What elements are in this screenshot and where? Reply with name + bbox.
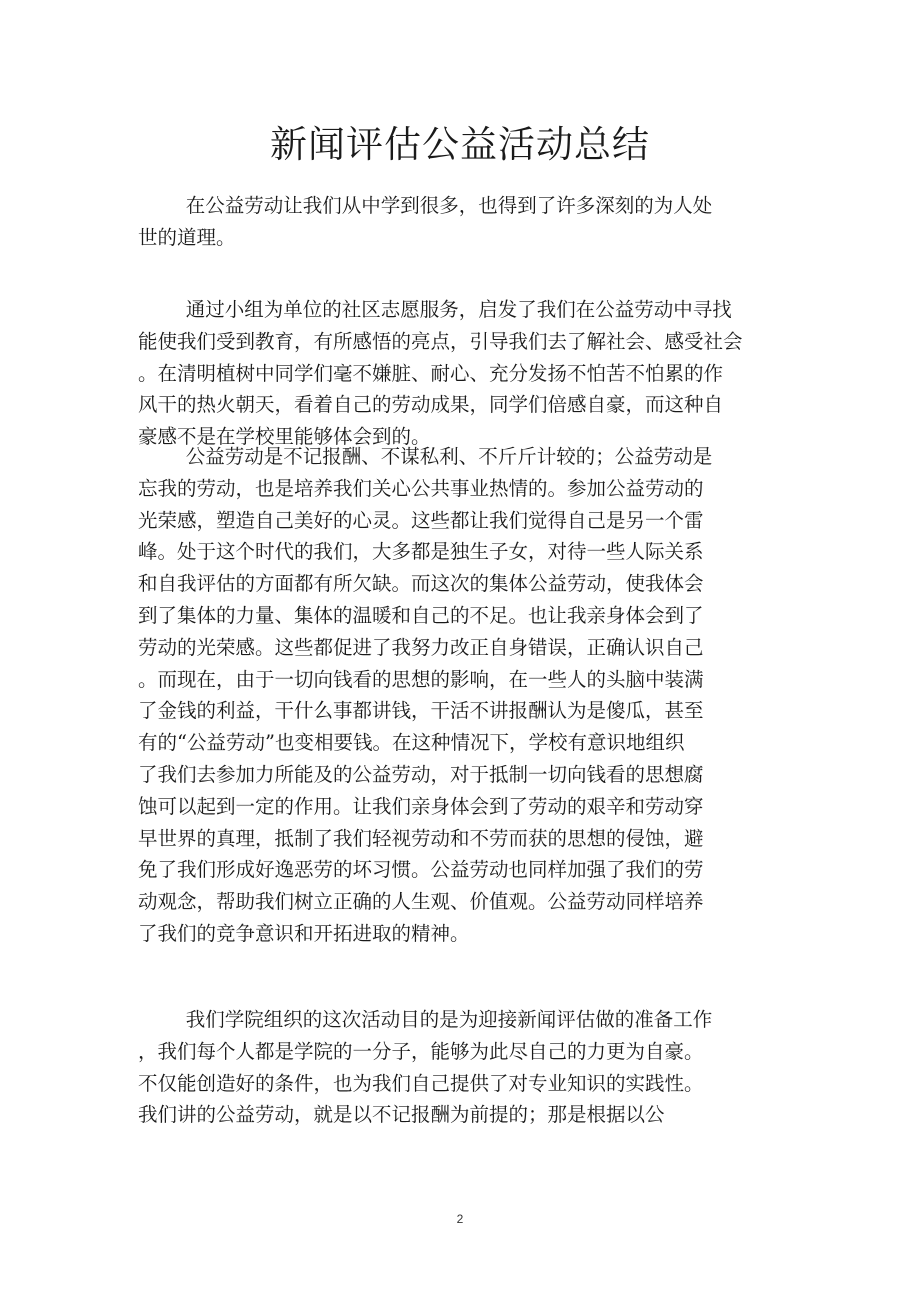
paragraph-1: [138, 190, 768, 254]
paragraph-line: 我们讲的公益劳动，就是以不记报酬为前提的；那是根据以公: [138, 1103, 665, 1127]
paragraph-line: 世的道理。: [138, 225, 236, 249]
paragraph-line: 劳动的光荣感。这些都促进了我努力改正自身错误，正确认识自己: [138, 635, 704, 659]
paragraph-3: [138, 441, 768, 950]
paragraph-line: ，我们每个人都是学院的一分子，能够为此尽自己的力更为自豪。: [138, 1039, 704, 1063]
paragraph-line: 有的“公益劳动”也变相要钱。在这种情况下，学校有意识地组织: [138, 731, 685, 755]
paragraph-line: 早世界的真理，抵制了我们轻视劳动和不劳而获的思想的侵蚀，避: [138, 826, 704, 850]
paragraph-line: 免了我们形成好逸恶劳的坏习惯。公益劳动也同样加强了我们的劳: [138, 858, 704, 882]
paragraph-2: [138, 294, 768, 453]
paragraph-line: 光荣感，塑造自己美好的心灵。这些都让我们觉得自己是另一个雷: [138, 508, 704, 532]
paragraph-line: 了我们的竞争意识和开拓进取的精神。: [138, 921, 470, 945]
paragraph-line: 蚀可以起到一定的作用。让我们亲身体会到了劳动的艰辛和劳动穿: [138, 794, 704, 818]
paragraph-line: 了金钱的利益，干什么事都讲钱，干活不讲报酬认为是傻瓜，甚至: [138, 699, 704, 723]
paragraph-line: 到了集体的力量、集体的温暖和自己的不足。也让我亲身体会到了: [138, 603, 704, 627]
paragraph-line: 豪感不是在学校里能够体会到的。: [138, 425, 431, 449]
paragraph-line: 在公益劳动让我们从中学到很多，也得到了许多深刻的为人处: [185, 194, 713, 217]
paragraph-line: 风干的热火朝天，看着自己的劳动成果，同学们倍感自豪，而这种自: [138, 393, 724, 417]
paragraph-line: 能使我们受到教育，有所感悟的亮点，引导我们去了解社会、感受社会: [138, 329, 743, 353]
paragraph-line: 我们学院组织的这次活动目的是为迎接新闻评估做的准备工作: [185, 1008, 713, 1031]
paragraph-line: 了我们去参加力所能及的公益劳动，对于抵制一切向钱看的思想腐: [138, 762, 704, 786]
paragraph-4: [138, 1004, 768, 1131]
paragraph-line: 忘我的劳动，也是培养我们关心公共事业热情的。参加公益劳动的: [138, 476, 704, 500]
paragraph-line: 和自我评估的方面都有所欠缺。而这次的集体公益劳动，使我体会: [138, 572, 704, 596]
paragraph-line: 。在清明植树中同学们毫不嫌脏、耐心、充分发扬不怕苦不怕累的作: [138, 361, 724, 385]
paragraph-line: 通过小组为单位的社区志愿服务，启发了我们在公益劳动中寻找: [185, 298, 732, 321]
document-title: 新闻评估公益活动总结: [270, 123, 650, 166]
paragraph-line: 。而现在，由于一切向钱看的思想的影响，在一些人的头脑中装满: [138, 667, 704, 691]
paragraph-line: 动观念，帮助我们树立正确的人生观、价值观。公益劳动同样培养: [138, 890, 704, 914]
paragraph-line: 峰。处于这个时代的我们，大多都是独生子女，对待一些人际关系: [138, 540, 704, 564]
page-number: 2: [456, 1212, 464, 1226]
paragraph-line: 公益劳动是不记报酬、不谋私利、不斤斤计较的；公益劳动是: [185, 445, 713, 468]
paragraph-line: 不仅能创造好的条件，也为我们自己提供了对专业知识的实践性。: [138, 1071, 704, 1095]
